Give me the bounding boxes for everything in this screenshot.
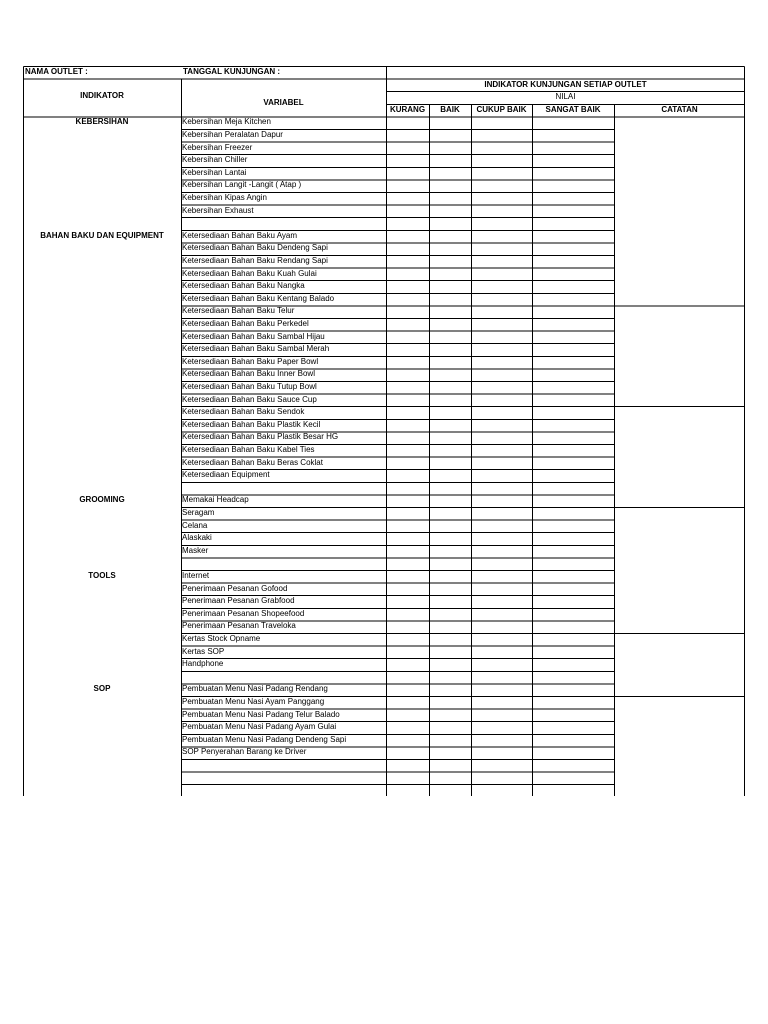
variable-cell: Kebersihan Freezer <box>182 142 253 152</box>
indikator-header: INDIKATOR <box>80 91 124 100</box>
variable-cell: Ketersediaan Bahan Baku Perkedel <box>182 319 309 328</box>
section-title: INDIKATOR KUNJUNGAN SETIAP OUTLET <box>484 79 647 89</box>
variable-cell: Ketersediaan Bahan Baku Plastik Kecil <box>182 419 321 429</box>
category-label: GROOMING <box>79 495 125 505</box>
variable-cell: Ketersediaan Bahan Baku Dendeng Sapi <box>182 243 328 253</box>
variable-cell: Ketersediaan Bahan Baku Sauce Cup <box>182 394 317 404</box>
variable-cell: Penerimaan Pesanan Traveloka <box>182 621 296 631</box>
col-sangat-baik-header: SANGAT BAIK <box>545 104 601 114</box>
nilai-header: NILAI <box>555 92 576 102</box>
col-kurang-header: KURANG <box>389 104 426 114</box>
outlet-name-label: NAMA OUTLET : <box>25 67 88 76</box>
variable-cell: Kebersihan Meja Kitchen <box>182 117 271 127</box>
checklist-sheet <box>23 66 745 796</box>
variable-cell: Ketersediaan Bahan Baku Sendok <box>182 407 305 417</box>
category-label: TOOLS <box>88 571 116 580</box>
variable-cell: Ketersediaan Bahan Baku Ayam <box>182 230 298 240</box>
variable-cell: Ketersediaan Bahan Baku Tutup Bowl <box>182 382 317 391</box>
variable-cell: Pembuatan Menu Nasi Padang Dendeng Sapi <box>182 734 347 744</box>
variable-cell: Kertas Stock Opname <box>182 634 261 643</box>
variable-cell: Ketersediaan Bahan Baku Inner Bowl <box>182 369 315 379</box>
variable-cell: Pembuatan Menu Nasi Padang Telur Balado <box>182 709 340 719</box>
variable-cell: Pembuatan Menu Nasi Padang Ayam Gulai <box>182 722 337 732</box>
variable-cell: Penerimaan Pesanan Gofood <box>182 583 288 593</box>
category-label: KEBERSIHAN <box>75 117 129 127</box>
variable-cell: Ketersediaan Bahan Baku Beras Coklat <box>182 457 323 467</box>
variable-cell: SOP Penyerahan Barang ke Driver <box>182 747 307 757</box>
variable-cell: Pembuatan Menu Nasi Ayam Panggang <box>182 697 325 706</box>
catatan-header: CATATAN <box>661 104 698 114</box>
col-baik-header: BAIK <box>440 104 460 114</box>
variable-cell: Handphone <box>182 659 224 669</box>
variable-cell: Penerimaan Pesanan Grabfood <box>182 596 295 606</box>
category-label: BAHAN BAKU DAN EQUIPMENT <box>40 230 164 240</box>
variable-cell: Ketersediaan Bahan Baku Plastik Besar HG <box>182 432 339 442</box>
variable-cell: Kebersihan Chiller <box>182 155 248 165</box>
variable-cell: Memakai Headcap <box>182 495 249 505</box>
variable-cell: Kebersihan Kipas Angin <box>182 193 267 202</box>
category-label: SOP <box>93 684 111 694</box>
variable-cell: Ketersediaan Bahan Baku Sambal Hijau <box>182 331 325 341</box>
col-cukup-baik-header: CUKUP BAIK <box>476 104 527 114</box>
variable-cell: Ketersediaan Bahan Baku Telur <box>182 306 295 316</box>
variable-cell: Ketersediaan Bahan Baku Kentang Balado <box>182 293 335 303</box>
variable-cell: Internet <box>182 571 210 580</box>
variable-cell: Kebersihan Exhaust <box>182 205 254 215</box>
variable-cell: Pembuatan Menu Nasi Padang Rendang <box>182 684 328 694</box>
variable-cell: Seragam <box>182 508 215 517</box>
variable-cell: Celana <box>182 520 208 530</box>
variable-cell: Kebersihan Lantai <box>182 167 247 177</box>
variable-cell: Ketersediaan Bahan Baku Nangka <box>182 281 305 291</box>
variable-cell: Ketersediaan Bahan Baku Rendang Sapi <box>182 256 328 265</box>
variable-cell: Penerimaan Pesanan Shopeefood <box>182 608 305 618</box>
variable-cell: Ketersediaan Equipment <box>182 470 270 480</box>
variable-cell: Kebersihan Peralatan Dapur <box>182 130 283 139</box>
variable-cell: Ketersediaan Bahan Baku Sambal Merah <box>182 344 330 354</box>
visit-date-label: TANGGAL KUNJUNGAN : <box>183 67 281 76</box>
variable-cell: Ketersediaan Bahan Baku Kabel Ties <box>182 445 315 454</box>
variable-cell: Kebersihan Langit -Langit ( Atap ) <box>182 180 302 190</box>
variabel-header: VARIABEL <box>263 98 304 107</box>
variable-cell: Kertas SOP <box>182 646 225 656</box>
variable-cell: Alaskaki <box>182 533 212 543</box>
variable-cell: Ketersediaan Bahan Baku Kuah Gulai <box>182 268 317 278</box>
variable-cell: Masker <box>182 545 209 555</box>
variable-cell: Ketersediaan Bahan Baku Paper Bowl <box>182 356 319 366</box>
